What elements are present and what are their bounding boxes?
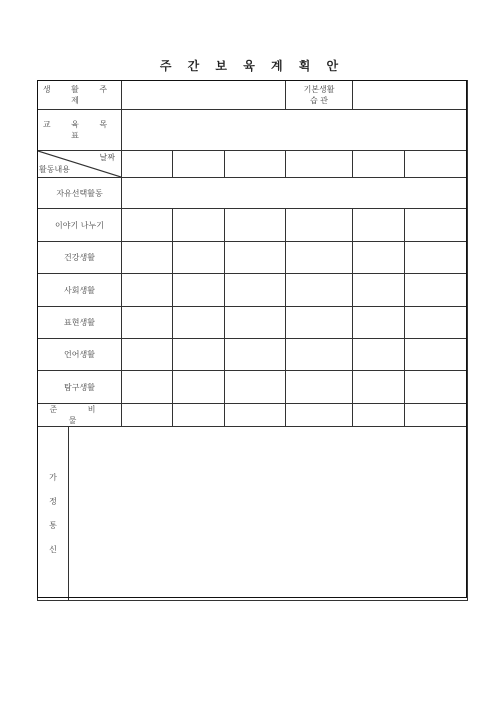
activity-cell[interactable] (286, 371, 353, 404)
activity-cell[interactable] (122, 307, 173, 339)
activity-row-label: 이야기 나누기 (38, 209, 122, 242)
prep-cell[interactable] (353, 404, 405, 427)
activity-cell[interactable] (286, 339, 353, 371)
page-title: 주 간 보 육 계 획 안 (159, 59, 345, 73)
edu-goal-label: 교 육 목 표 (38, 110, 122, 151)
activity-cell[interactable] (405, 371, 468, 404)
home-comm-value[interactable] (69, 427, 468, 601)
activity-row-label: 탐구생활 (38, 371, 122, 404)
activity-cell[interactable] (173, 307, 225, 339)
activity-cell[interactable] (225, 307, 286, 339)
prep-cell[interactable] (405, 404, 468, 427)
activity-row (38, 209, 468, 242)
activity-cell[interactable] (122, 339, 173, 371)
activity-cell[interactable] (122, 371, 173, 404)
weekly-plan-table (37, 80, 468, 601)
activity-cell[interactable] (405, 242, 468, 274)
activity-cell[interactable] (122, 242, 173, 274)
prep-cell[interactable] (122, 404, 173, 427)
activity-row (38, 371, 468, 404)
date-cell-2[interactable] (173, 151, 225, 178)
activity-cell[interactable] (286, 242, 353, 274)
edu-goal-value[interactable] (122, 110, 468, 151)
life-theme-label: 생 활 주 제 (38, 81, 122, 110)
home-comm-char-4: 신 (49, 544, 57, 554)
activity-cell[interactable] (122, 209, 173, 242)
activity-row (38, 307, 468, 339)
prep-cell[interactable] (173, 404, 225, 427)
activity-cell[interactable] (122, 274, 173, 307)
free-choice-value[interactable] (122, 178, 468, 209)
activity-cell[interactable] (353, 371, 405, 404)
free-choice-label: 자유선택활동 (38, 178, 122, 209)
activity-cell[interactable] (405, 307, 468, 339)
home-comm-row (38, 427, 468, 601)
date-cell-4[interactable] (286, 151, 353, 178)
home-comm-label (38, 427, 69, 601)
activity-cell[interactable] (353, 209, 405, 242)
activity-cell[interactable] (286, 209, 353, 242)
activity-cell[interactable] (286, 307, 353, 339)
activity-cell[interactable] (225, 274, 286, 307)
activity-row (38, 242, 468, 274)
activity-cell[interactable] (405, 339, 468, 371)
activity-cell[interactable] (173, 274, 225, 307)
basic-habit-label (286, 81, 353, 110)
activity-cell[interactable] (173, 242, 225, 274)
date-cell-1[interactable] (122, 151, 173, 178)
basic-habit-value[interactable] (353, 81, 468, 110)
date-label: 날짜 (99, 153, 116, 162)
date-row (38, 151, 468, 178)
activity-row-label: 건강생활 (38, 242, 122, 274)
activity-cell[interactable] (405, 209, 468, 242)
activity-row-label: 언어생활 (38, 339, 122, 371)
activity-row-label: 표현생활 (38, 307, 122, 339)
activity-row (38, 274, 468, 307)
activity-cell[interactable] (225, 242, 286, 274)
activity-cell[interactable] (173, 209, 225, 242)
activity-cell[interactable] (353, 274, 405, 307)
prep-cell[interactable] (286, 404, 353, 427)
activity-cell[interactable] (173, 339, 225, 371)
activity-label: 활동내용 (39, 165, 70, 174)
basic-habit-label-line1: 기본생활 (303, 85, 335, 94)
activity-cell[interactable] (286, 274, 353, 307)
date-activity-header (38, 151, 122, 178)
activity-cell[interactable] (353, 242, 405, 274)
activity-cell[interactable] (353, 307, 405, 339)
prep-cell[interactable] (225, 404, 286, 427)
life-theme-row (38, 81, 468, 110)
activity-row (38, 339, 468, 371)
date-cell-6[interactable] (405, 151, 468, 178)
date-cell-3[interactable] (225, 151, 286, 178)
edu-goal-row (38, 110, 468, 151)
activity-cell[interactable] (173, 371, 225, 404)
activity-cell[interactable] (225, 371, 286, 404)
free-choice-row (38, 178, 468, 209)
home-comm-char-2: 정 (49, 496, 57, 506)
activity-row-label: 사회생활 (38, 274, 122, 307)
life-theme-value[interactable] (122, 81, 286, 110)
prep-row (38, 404, 468, 427)
prep-label: 준 비 물 (38, 404, 122, 427)
activity-cell[interactable] (225, 339, 286, 371)
home-comm-char-3: 통 (49, 520, 57, 530)
date-cell-5[interactable] (353, 151, 405, 178)
home-comm-char-1: 가 (49, 472, 57, 482)
activity-cell[interactable] (225, 209, 286, 242)
basic-habit-label-line2: 습 관 (310, 96, 329, 105)
activity-cell[interactable] (405, 274, 468, 307)
activity-cell[interactable] (353, 339, 405, 371)
